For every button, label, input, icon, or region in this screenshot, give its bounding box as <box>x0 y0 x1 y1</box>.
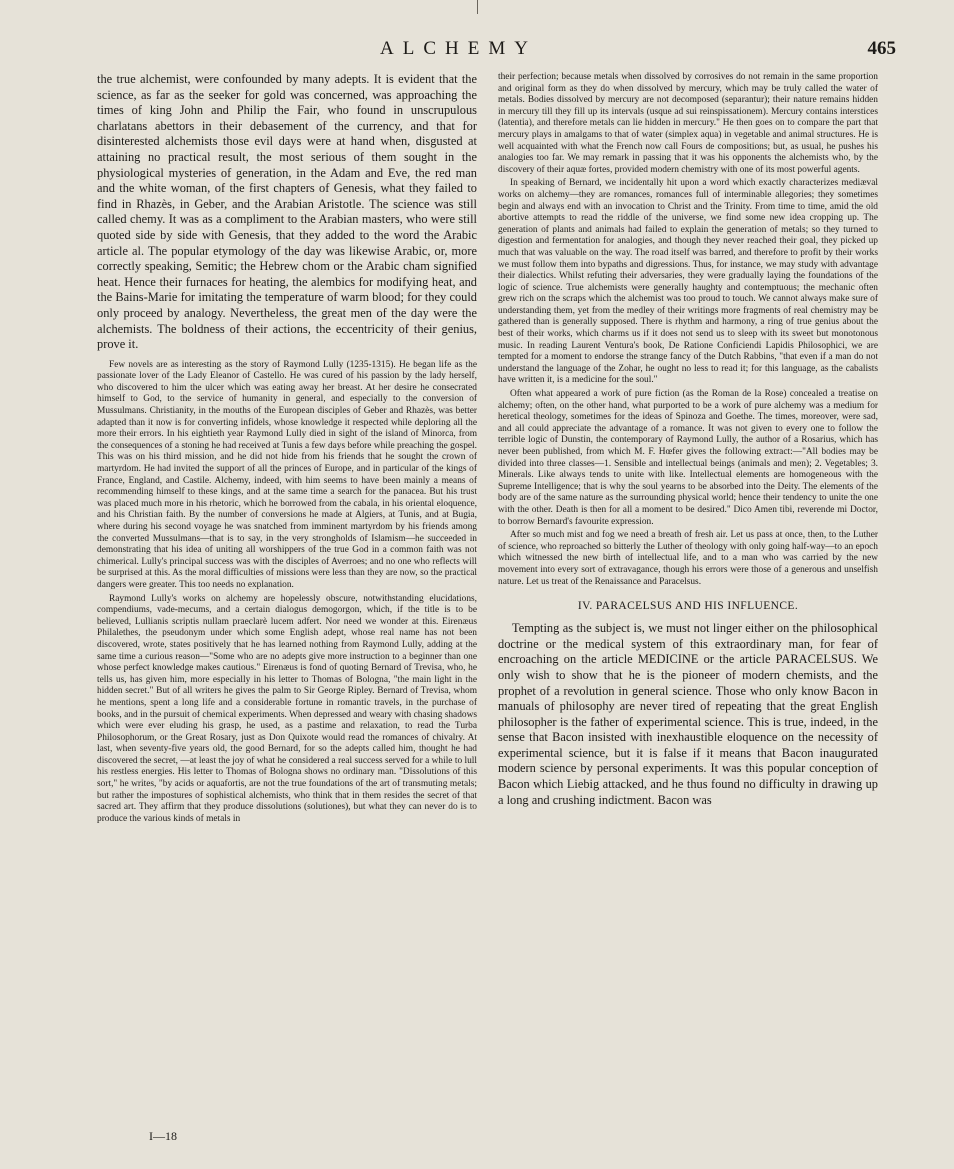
signature-mark: I—18 <box>149 1129 177 1143</box>
left-column <box>97 72 477 827</box>
right-column <box>498 72 878 808</box>
running-title: ALCHEMY <box>380 38 537 59</box>
paragraph: In speaking of Bernard, we incidentally hit upon a word which exactly characterizes mediæval works on alchemy—they are romances, romances full of interminable allegories; they sometimes begin and always end with an invocation to Christ and the Trinity. From time to time, amid the old abortive attempts to read the riddle of the universe, we find some new idea cropping up. The generation of plants and animals had failed to explain the generation of metals; so they turned to digestion and fermentation for analogies, and though they never reached their goal, they picked up much that was valuable on the way. The road itself was barred, and therefore to profit by their works we must follow them into bypaths and digressions. Thus, for instance, we may study with advantage their dialectics. Whilst refuting their adversaries, they were gradually laying the foundations of the logic of science. True alchemists were generally haughty and contemptuous; the mechanic often grew rich on the scraps which the alchemist was too proud to touch. We cannot always make sure of understanding them, yet from the medley of their writings more fragments of real chemistry may be gathered than is generally supposed. There is rhythm and harmony, a ring of true genius about the best of their works, which charms us if it does not send us to sleep with its sweet but monotonous music. In reading Laurent Ventura's book, De Ratione Conficiendi Lapidis Philosophici, we are tempted for a moment to endorse the strange fancy of the Dutch Rabbins, "that even if a man do not understand the language of the Zohar, he ought no less to read it; for this language, as the cabalists have written it, is a medicine for the soul." <box>498 178 878 386</box>
page-header <box>0 38 954 68</box>
section-heading: IV. PARACELSUS AND HIS INFLUENCE. <box>577 600 799 613</box>
paragraph: After so much mist and fog we need a breath of fresh air. Let us pass at once, then, to the Luther of science, who reproached so bitterly the Luther of theology with only going half-way—to an epoch which witnessed the new birth of intellectual life, and to a man who was carried by the new movement into every sort of extravagance, though his errors were those of a generous and unselfish nature. Let us treat of the Renaissance and Paracelsus. <box>498 530 878 587</box>
paragraph: their perfection; because metals when dissolved by corrosives do not remain in the same proportion and original form as they do when dissolved by mercury, which may be truly called the water of metals. Bodies dissolved by mercury are not decomposed (separantur); their nature remains hidden in mercury till they fill up its intervals (usque ad sui reinspissationem). Mercury contains interstices (latentia), and therefore metals can lie hidden in mercury." He then goes on to compare the part that mercury plays in amalgams to that of water (simplex aqua) in vegetable and animal structures. He is well acquainted with what the French now call Fours de compositions; but, as usual, he pushes his analogies too far. We may remark in passing that it was his opponents the alchemists who, by the discovery of their aquæ fortes, provided modern chemistry with one of its most powerful agents. <box>498 72 878 175</box>
gutter-mark <box>477 0 478 14</box>
paragraph: the true alchemist, were confounded by many adepts. It is evident that the science, as far as the seeker for gold was concerned, was approaching the times of king John and Philip the Fair, who found in unscrupulous charlatans abettors in their debasement of the currency, and that for disinterested alchemists those evil days were at hand when, disgusted at attaining no practical result, the most serious of them sought in the physiological mysteries of generation, in the Adam and Eve, the red man and the white woman, of the first chapters of Genesis, what they failed to find in Rhazès, in Geber, and the Arabian Aristotle. The science was still called chemy. It was as a compliment to the Arabian masters, who were still quoted side by side with Genesis, that they added to the word the Arabic article al. The popular etymology of the day was likewise Arabic, or, more correctly speaking, Semitic; the Hebrew chom or the Arabic cham signified heat. Hence their furnaces for heating, the alembics for modifying heat, and the Bains-Marie for imitating the temperature of warm blood; for they could only proceed by analogy. Nevertheless, the great men of the day were the alchemists. The boldness of their actions, the eccentricity of their genius, prove it. <box>97 72 477 352</box>
paragraph: Raymond Lully's works on alchemy are hopelessly obscure, notwithstanding elucidations, compendiums, vade-mecums, and a certain dialogus demogorgon, which, if the title is to be believed, Lullianis scriptis nullam praeclarè lucem adfert. Nor need we wonder at this. Eirenæus Philalethes, the pseudonym under which some English adept, whose real name has not been discovered, wrote, states positively that he has learned nothing from Raymond Lully, adding at the same time a curious reason—"Some who are no adepts give more instruction to a beginner than one whose perfect knowledge makes cautious." Eirenæus is fond of quoting Bernard of Trevisa, who, he tells us, has given him, more especially in his letter to Thomas of Bologna, "the main light in the hidden secret." But of all writers he gives the palm to Sir George Ripley. Bernard of Trevisa, whom he mentions, spent a long life and a considerable fortune in romantic travels, in the purchase of books, and in the pursuit of chemical experiments. When depressed and weary with chasing shadows which were ever eluding his grasp, he used, as a pastime and relaxation, to read the Turba Philosophorum, or the Great Rosary, just as Don Quixote would read the romances of chivalry. At last, when seventy-five years old, the good Bernard, for so the adepts called him, thought he had discovered the secret, —at least the joy of what he considered a real success served for a while to lull his restless energies. His letter to Thomas of Bologna shows no ordinary man. "Dissolutions of this sort," he writes, "by acids or aquafortis, are not the true foundations of the art of transmuting metals; but rather the impostures of sophistical alchemists, who think that in them resides the secret of that sacred art. They affirm that they produce dissolutions (solutiones), but what they can never do is to produce the various kinds of metals in <box>97 593 477 824</box>
paragraph: Tempting as the subject is, we must not linger either on the philosophical doctrine or the medical system of this extraordinary man, for fear of encroaching on the article MEDICINE or the article PARACELSUS. We only wish to show that he is the pioneer of modern chemists, and the prophet of a revolution in general science. Those who only know Bacon in manuals of philosophy are never tired of repeating that the great English philosopher is the father of experimental science. This is true, indeed, in the sense that Bacon insisted with inexhaustible eloquence on the necessity of experimental science, but it is false if it means that Bacon inaugurated modern science by personal experiments. It was this popular conception of Bacon which Liebig attacked, and he thus found no difficulty in drawing up a long and crushing indictment. Bacon was <box>498 621 878 807</box>
page-number: 465 <box>867 38 896 59</box>
paragraph: Often what appeared a work of pure fiction (as the Roman de la Rose) concealed a treatise on alchemy; often, on the other hand, what purported to be a work of pure alchemy was a medium for heretical theology, sometimes for the ideas of Spinoza and Goethe. The times, moreover, were sad, and all could appreciate the advantage of a romance. It was not given to every one to follow the terrible logic of Dunstin, the contemporary of Raymond Lully, the author of a Rosarius, which has never been published, from which M. F. Hœfer gives the following extract:—"All bodies may be divided into three classes—1. Sensible and intellectual beings (animals and men); 2. Vegetables; 3. Minerals. Like always tends to unite with like. Intellectual elements are homogeneous with the Supreme Intelligence; that is why the soul yearns to be absorbed into the Deity. The elements of the body are of the same nature as the surrounding physical world; hence their tendency to unite the one with the other. Death is then for all a moment to be desired." Dico Amen tibi, reverende mi Doctor, to borrow Bernard's favourite expression. <box>498 389 878 527</box>
paragraph: Few novels are as interesting as the story of Raymond Lully (1235-1315). He began life as the passionate lover of the Lady Eleanor of Castello. He was cured of his passion by the lady herself, who discovered to him the ulcer which was eating away her breast. At her desire he consecrated himself to God, to the service of humanity in general, and especially to the conversion of Mussulmans. Christianity, in the mouths of the European disciples of Geber and Rhazès, was better adapted than it now is for converting infidels, whose knowledge it respected while deploring all the more their errors. In his eightieth year Raymond Lully died in sight of the island of Minorca, from the consequences of a stoning he had received at Tunis a few days before while preaching the gospel. This was on his third mission, and he did not hide from his friends that he sought the crown of martyrdom. He had invited the support of all the princes of Europe, and in particular of the kings of France, England, and Castile. Alchemy, indeed, with him seems to have been mainly a means of recommending himself to these kings, and at the same time a search for the panacea. But his trust was placed much more in his rhetoric, which he borrowed from the cabala, in his oriental eloquence, and his Christian faith. By the number of conversions he made at Algiers, at Tunis, and at Bugia, where during his second voyage he was snatched from imminent martyrdom by his friends among the converted Mussulmans—that is to say, in the very strongholds of Islamism—he succeeded in demonstrating that his idea of uniting all worshippers of the true God in a common faith was not chimerical. Lully's principal success was with the disciples of Averroes; and no one who reflects will be surprised at this. As the moral difficulties of missions were less than they are now, so the practical dangers were greater. This too needs no explanation. <box>97 359 477 590</box>
paragraph-gap <box>97 353 477 360</box>
